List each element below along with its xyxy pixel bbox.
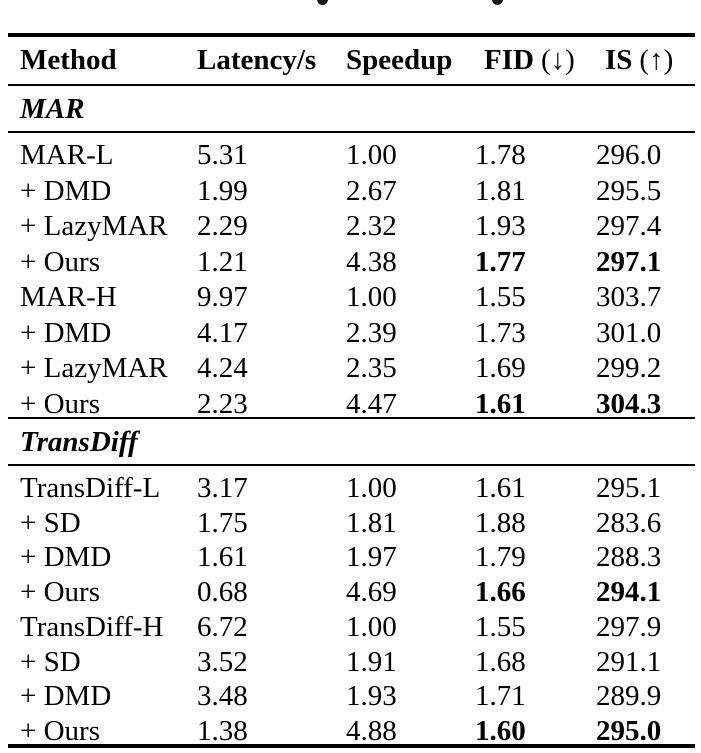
column-header-method: Method xyxy=(20,44,117,76)
fid-cell: 1.78 xyxy=(475,139,526,172)
table-header-row xyxy=(8,37,695,84)
method-cell: + DMD xyxy=(20,316,112,349)
latency-cell: 3.48 xyxy=(197,680,248,713)
method-cell: + DMD xyxy=(20,680,112,713)
method-cell: MAR-H xyxy=(20,281,117,314)
fid-cell: 1.77 xyxy=(475,245,526,278)
fid-cell: 1.61 xyxy=(475,387,526,420)
method-cell: + DMD xyxy=(20,541,112,574)
method-cell: + LazyMAR xyxy=(20,210,168,243)
speedup-cell: 1.93 xyxy=(346,680,397,713)
section-header-transdiff xyxy=(8,419,695,464)
section-header-mar xyxy=(8,86,695,131)
speedup-cell: 1.81 xyxy=(346,506,397,539)
latency-cell: 3.17 xyxy=(197,471,248,504)
speedup-cell: 1.00 xyxy=(346,281,397,314)
is-cell: 304.3 xyxy=(596,387,662,420)
is-cell: 295.5 xyxy=(596,174,662,207)
method-cell: + Ours xyxy=(20,576,100,609)
speedup-cell: 4.47 xyxy=(346,387,397,420)
table-row xyxy=(8,169,695,205)
method-cell: TransDiff-H xyxy=(20,610,164,643)
fid-cell: 1.61 xyxy=(475,471,526,504)
cropped-caption-glyph-fragment xyxy=(492,0,503,5)
table-row xyxy=(8,536,695,574)
is-cell: 299.2 xyxy=(596,352,662,385)
speedup-cell: 4.69 xyxy=(346,576,397,609)
latency-cell: 3.52 xyxy=(197,645,248,678)
method-cell: MAR-L xyxy=(20,139,114,172)
table-row xyxy=(8,570,695,609)
latency-cell: 1.21 xyxy=(197,245,248,278)
up-arrow-icon: (↑) xyxy=(639,44,674,76)
is-cell: 303.7 xyxy=(596,281,662,314)
latency-cell: 0.68 xyxy=(197,576,248,609)
is-cell: 289.9 xyxy=(596,680,662,713)
speedup-cell: 1.91 xyxy=(346,645,397,678)
fid-cell: 1.88 xyxy=(475,506,526,539)
method-cell: + Ours xyxy=(20,387,100,420)
table-row xyxy=(8,311,695,347)
is-cell: 295.1 xyxy=(596,471,662,504)
method-cell: + Ours xyxy=(20,245,100,278)
table-row xyxy=(8,204,695,243)
method-cell: + SD xyxy=(20,645,81,678)
column-header-fid: FID (↓) xyxy=(484,44,575,76)
fid-cell: 1.68 xyxy=(475,645,526,678)
latency-cell: 1.99 xyxy=(197,174,248,207)
fid-cell: 1.79 xyxy=(475,541,526,574)
speedup-cell: 2.32 xyxy=(346,210,397,243)
table-row xyxy=(8,605,695,643)
latency-cell: 4.17 xyxy=(197,316,248,349)
latency-cell: 1.75 xyxy=(197,506,248,539)
fid-cell: 1.66 xyxy=(475,576,526,609)
is-cell: 301.0 xyxy=(596,316,662,349)
column-header-speedup: Speedup xyxy=(346,44,453,76)
speedup-cell: 1.00 xyxy=(346,610,397,643)
table-row xyxy=(8,346,695,385)
is-cell: 283.6 xyxy=(596,506,662,539)
method-cell: + DMD xyxy=(20,174,112,207)
table-row xyxy=(8,501,695,539)
is-cell: 296.0 xyxy=(596,139,662,172)
fid-cell: 1.73 xyxy=(475,316,526,349)
fid-cell: 1.93 xyxy=(475,210,526,243)
table-row xyxy=(8,133,695,172)
is-cell: 297.1 xyxy=(596,245,662,278)
table-row xyxy=(8,709,695,748)
fid-cell: 1.60 xyxy=(475,715,526,748)
is-cell: 297.4 xyxy=(596,210,662,243)
column-header-latency: Latency/s xyxy=(197,44,317,76)
table-row xyxy=(8,466,695,504)
fid-cell: 1.55 xyxy=(475,610,526,643)
latency-cell: 1.61 xyxy=(197,541,248,574)
table-row xyxy=(8,240,695,276)
latency-cell: 4.24 xyxy=(197,352,248,385)
section-title: TransDiff xyxy=(20,426,138,458)
method-cell: TransDiff-L xyxy=(20,471,161,504)
method-cell: + Ours xyxy=(20,715,100,748)
section-title: MAR xyxy=(20,93,85,125)
table-row xyxy=(8,382,695,418)
cropped-caption-glyph-fragment xyxy=(317,0,328,5)
speedup-cell: 4.38 xyxy=(346,245,397,278)
fid-cell: 1.71 xyxy=(475,680,526,713)
is-cell: 295.0 xyxy=(596,715,662,748)
table-row xyxy=(8,640,695,678)
is-cell: 288.3 xyxy=(596,541,662,574)
latency-cell: 2.23 xyxy=(197,387,248,420)
fid-cell: 1.81 xyxy=(475,174,526,207)
down-arrow-icon: (↓) xyxy=(540,44,575,76)
is-cell: 297.9 xyxy=(596,610,662,643)
speedup-cell: 2.67 xyxy=(346,174,397,207)
results-table xyxy=(8,33,695,748)
column-header-is: IS (↑) xyxy=(605,44,674,76)
latency-cell: 9.97 xyxy=(197,281,248,314)
is-cell: 291.1 xyxy=(596,645,662,678)
table-row xyxy=(8,675,695,713)
speedup-cell: 1.97 xyxy=(346,541,397,574)
is-cell: 294.1 xyxy=(596,576,662,609)
table-row xyxy=(8,275,695,314)
latency-cell: 6.72 xyxy=(197,610,248,643)
latency-cell: 2.29 xyxy=(197,210,248,243)
latency-cell: 1.38 xyxy=(197,715,248,748)
fid-cell: 1.55 xyxy=(475,281,526,314)
latency-cell: 5.31 xyxy=(197,139,248,172)
method-cell: + SD xyxy=(20,506,81,539)
speedup-cell: 2.35 xyxy=(346,352,397,385)
speedup-cell: 4.88 xyxy=(346,715,397,748)
method-cell: + LazyMAR xyxy=(20,352,168,385)
fid-cell: 1.69 xyxy=(475,352,526,385)
speedup-cell: 1.00 xyxy=(346,139,397,172)
speedup-cell: 1.00 xyxy=(346,471,397,504)
speedup-cell: 2.39 xyxy=(346,316,397,349)
